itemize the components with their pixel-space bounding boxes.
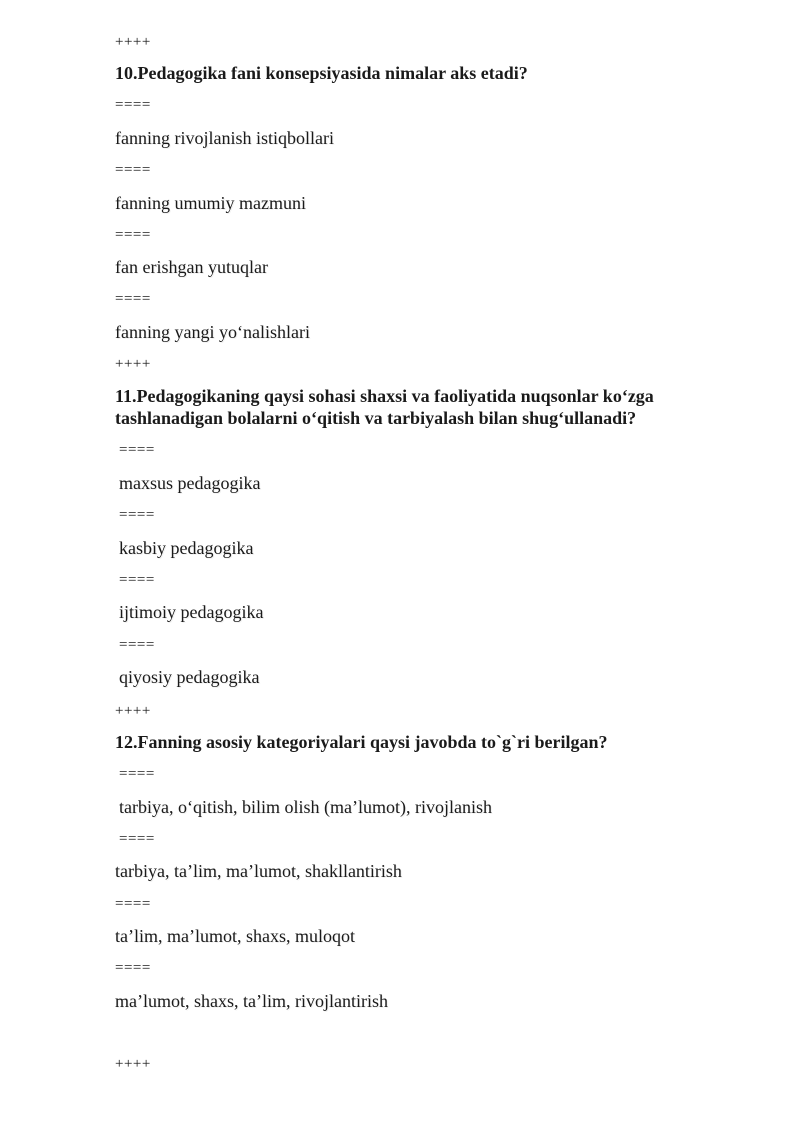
answer-separator: ==== xyxy=(119,766,155,782)
answer-11-1: maxsus pedagogika xyxy=(119,473,261,493)
answer-separator: ==== xyxy=(119,637,155,653)
answer-12-3: ta’lim, ma’lumot, shaxs, muloqot xyxy=(115,926,355,946)
answer-10-3: fan erishgan yutuqlar xyxy=(115,257,268,277)
question-separator: ++++ xyxy=(115,356,151,372)
question-11-text-line1: 11.Pedagogikaning qaysi sohasi shaxsi va faoliyatida nuqsonlar ko‘zga xyxy=(115,386,654,406)
answer-separator: ==== xyxy=(115,896,151,912)
answer-11-2: kasbiy pedagogika xyxy=(119,538,254,558)
answer-10-1: fanning rivojlanish istiqbollari xyxy=(115,128,334,148)
answer-10-2: fanning umumiy mazmuni xyxy=(115,193,306,213)
question-separator: ++++ xyxy=(115,34,151,50)
answer-separator: ==== xyxy=(119,572,155,588)
answer-separator: ==== xyxy=(119,831,155,847)
answer-separator: ==== xyxy=(115,227,151,243)
answer-separator: ==== xyxy=(119,442,155,458)
question-10-text: 10.Pedagogika fani konsepsiyasida nimalar aks etadi? xyxy=(115,63,528,83)
question-separator: ++++ xyxy=(115,1056,151,1072)
answer-separator: ==== xyxy=(115,960,151,976)
question-separator: ++++ xyxy=(115,703,151,719)
answer-separator: ==== xyxy=(115,97,151,113)
question-11-text-line2: tashlanadigan bolalarni o‘qitish va tarbiyalash bilan shug‘ullanadi? xyxy=(115,408,637,428)
question-12-text: 12.Fanning asosiy kategoriyalari qaysi javobda to`g`ri berilgan? xyxy=(115,732,608,752)
answer-11-4: qiyosiy pedagogika xyxy=(119,667,260,687)
answer-separator: ==== xyxy=(115,291,151,307)
answer-separator: ==== xyxy=(119,507,155,523)
answer-12-1: tarbiya, o‘qitish, bilim olish (ma’lumot), rivojlanish xyxy=(119,797,492,817)
answer-12-2: tarbiya, ta’lim, ma’lumot, shakllantirish xyxy=(115,861,402,881)
answer-separator: ==== xyxy=(115,162,151,178)
answer-10-4: fanning yangi yo‘nalishlari xyxy=(115,322,310,342)
answer-11-3: ijtimoiy pedagogika xyxy=(119,602,264,622)
answer-12-4: ma’lumot, shaxs, ta’lim, rivojlantirish xyxy=(115,991,388,1011)
